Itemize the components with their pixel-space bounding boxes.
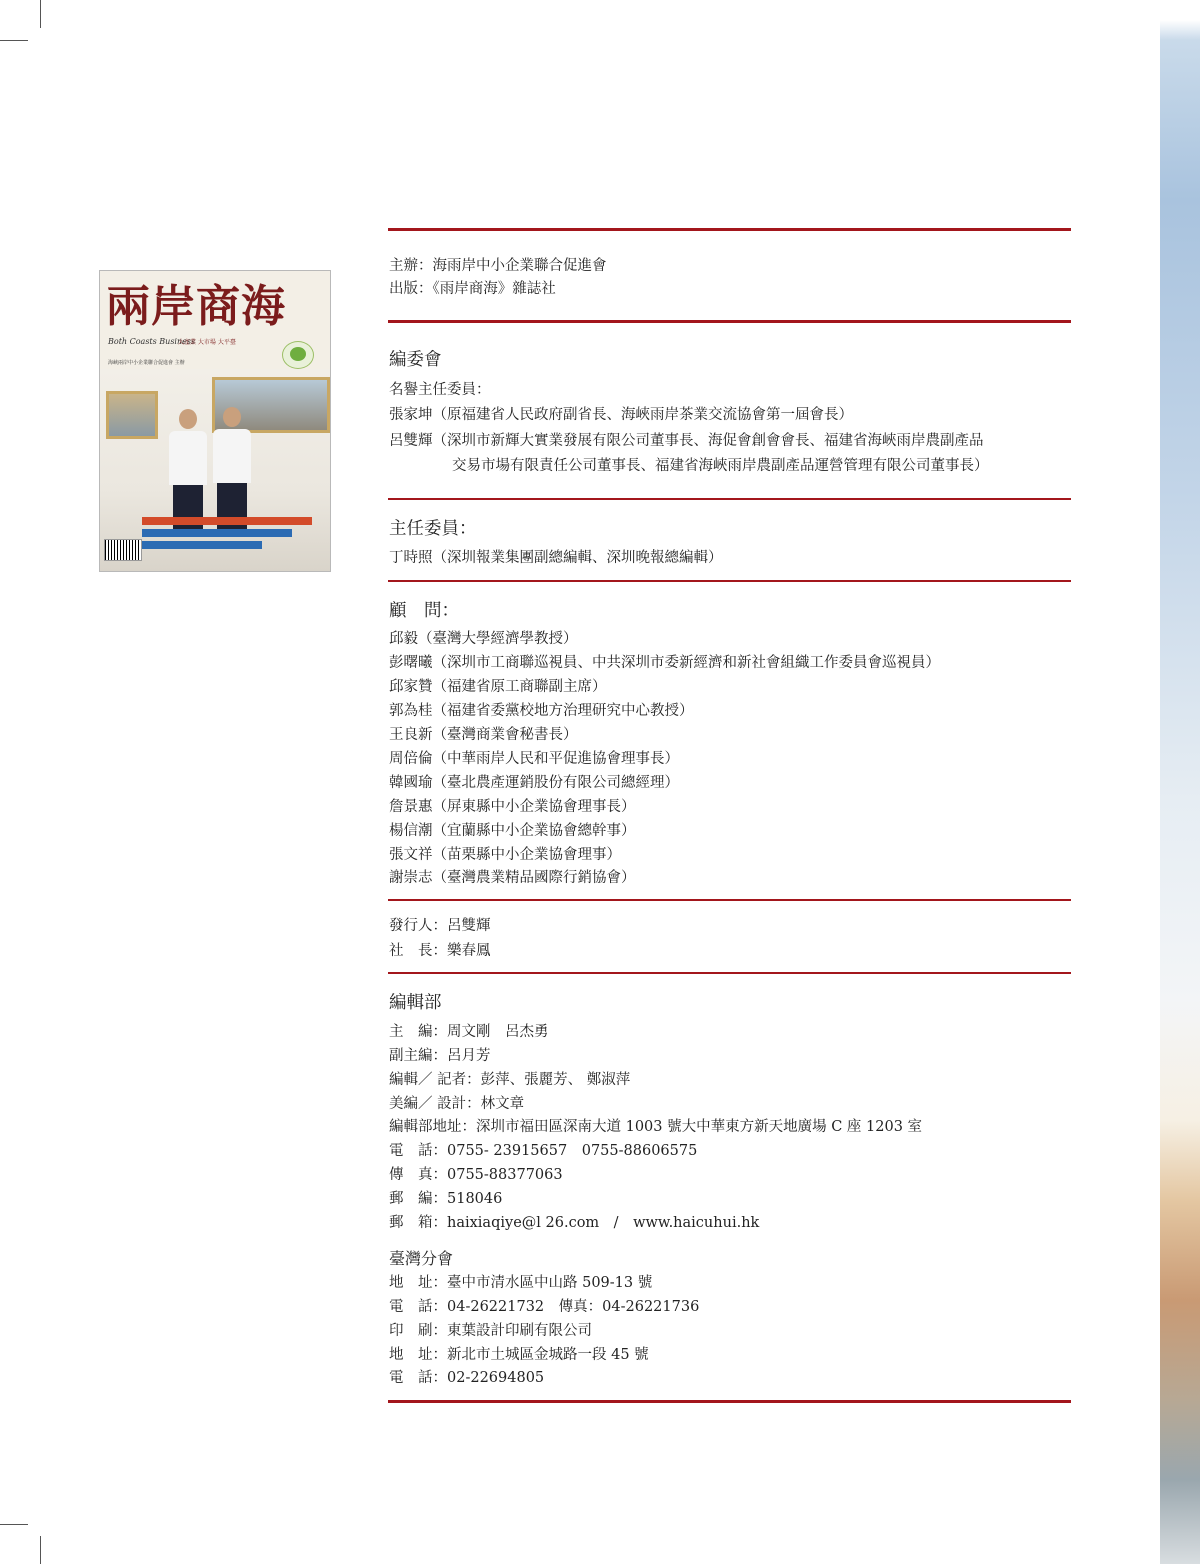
advisor-item: 彭曙曦（深圳市工商聯巡視員、中共深圳市委新經濟和新社會組織工作委員會巡視員） (389, 655, 940, 671)
advisor-item: 郭為桂（福建省委黨校地方治理研究中心教授） (389, 703, 694, 719)
section-divider (388, 228, 1071, 231)
section-divider (388, 972, 1071, 974)
president-line: 社 長：樂春鳳 (389, 943, 491, 959)
cover-headline-band (142, 529, 292, 537)
director-member: 丁時照（深圳報業集團副總編輯、深圳晚報總編輯） (389, 550, 723, 566)
section-divider (388, 899, 1071, 901)
advisor-item: 謝崇志（臺灣農業精品國際行銷協會） (389, 870, 636, 886)
crop-mark (40, 1536, 41, 1564)
taiwan-line: 地 址：臺中市清水區中山路 509-13 號 (389, 1275, 653, 1291)
cover-organizer: 海峽兩岸中小企業聯合促進會 主辦 (108, 360, 185, 366)
editorial-postcode: 郵 編：518046 (389, 1191, 503, 1207)
advisor-item: 邱毅（臺灣大學經濟學教授） (389, 631, 578, 647)
editorial-fax: 傳 真：0755-88377063 (389, 1167, 563, 1183)
honorary-member: 張家坤（原福建省人民政府副省長、海峽雨岸茶業交流協會第一屆會長） (389, 407, 853, 423)
cover-headline-band (142, 541, 262, 549)
taiwan-line: 印 刷：東葉設計印刷有限公司 (389, 1323, 592, 1339)
editorial-email: 郵 箱：haixiaqiye@l 26.com / www.haicuhui.hk (389, 1215, 760, 1231)
taiwan-line: 電 話：02-22694805 (389, 1370, 545, 1386)
cover-headline-band (142, 517, 312, 525)
magazine-cover (99, 270, 331, 572)
honorary-member-cont: 交易市場有限責任公司董事長、福建省海峽雨岸農副產品運營管理有限公司董事長） (452, 458, 989, 474)
taiwan-line: 電 話：04-26221732 傳真：04-26221736 (389, 1299, 700, 1315)
editorial-line: 副主編：呂月芳 (389, 1048, 491, 1064)
cover-title: 兩岸商海 (106, 281, 286, 332)
section-divider (388, 580, 1071, 582)
crop-mark (0, 1524, 28, 1525)
advisor-item: 楊信潮（宜蘭縣中小企業協會總幹事） (389, 823, 636, 839)
editorial-line: 主 編：周文剛 呂杰勇 (389, 1024, 549, 1040)
cover-badge-icon (282, 341, 314, 369)
advisor-item: 張文祥（苗栗縣中小企業協會理事） (389, 847, 621, 863)
editorial-board-heading: 編委會 (389, 350, 442, 370)
cover-slogan: 大產業 大市場 大平臺 (178, 339, 236, 346)
strip-edge (1159, 0, 1160, 1564)
honorary-label: 名譽主任委員： (389, 382, 491, 398)
issuer-line: 發行人：呂雙輝 (389, 918, 491, 934)
honorary-member: 呂雙輝（深圳市新輝大實業發展有限公司董事長、海促會創會會長、福建省海峽雨岸農副產品 (389, 433, 984, 449)
editorial-line: 美編／ 設計：林文章 (389, 1096, 525, 1112)
advisor-item: 韓國瑜（臺北農產運銷股份有限公司總經理） (389, 775, 679, 791)
editorial-line: 編輯／ 記者：彭萍、張麗芳、 鄭淑萍 (389, 1072, 631, 1088)
crop-mark (0, 40, 28, 41)
barcode-icon (104, 539, 142, 561)
editorial-address: 編輯部地址：深圳市福田區深南大道 1003 號大中華東方新天地廣場 C 座 1203 室 (389, 1119, 923, 1135)
section-divider (388, 1400, 1071, 1403)
section-divider (388, 498, 1071, 500)
advisor-item: 詹景惠（屏東縣中小企業協會理事長） (389, 799, 636, 815)
section-divider (388, 320, 1071, 323)
cover-photo (100, 369, 330, 571)
taiwan-branch-heading: 臺灣分會 (389, 1249, 454, 1268)
editorial-dept-heading: 編輯部 (389, 993, 442, 1013)
crop-mark (40, 0, 41, 28)
advisor-item: 王良新（臺灣商業會秘書長） (389, 727, 578, 743)
editorial-phone: 電 話：0755- 23915657 0755-88606575 (389, 1143, 698, 1159)
director-heading: 主任委員： (389, 519, 477, 539)
taiwan-line: 地 址：新北市土城區金城路一段 45 號 (389, 1347, 649, 1363)
advisor-item: 邱家贊（福建省原工商聯副主席） (389, 679, 607, 695)
wall-painting (106, 391, 158, 439)
sponsor-line: 主辦：海雨岸中小企業聯合促進會 (389, 258, 607, 274)
advisor-item: 周倍倫（中華雨岸人民和平促進協會理事長） (389, 751, 679, 767)
decorative-photo-strip (1160, 0, 1200, 1564)
advisors-heading: 顧 問： (389, 601, 459, 621)
cover-english-title: Both Coasts Business (108, 337, 196, 346)
publisher-line: 出版：《雨岸商海》雜誌社 (389, 281, 556, 297)
